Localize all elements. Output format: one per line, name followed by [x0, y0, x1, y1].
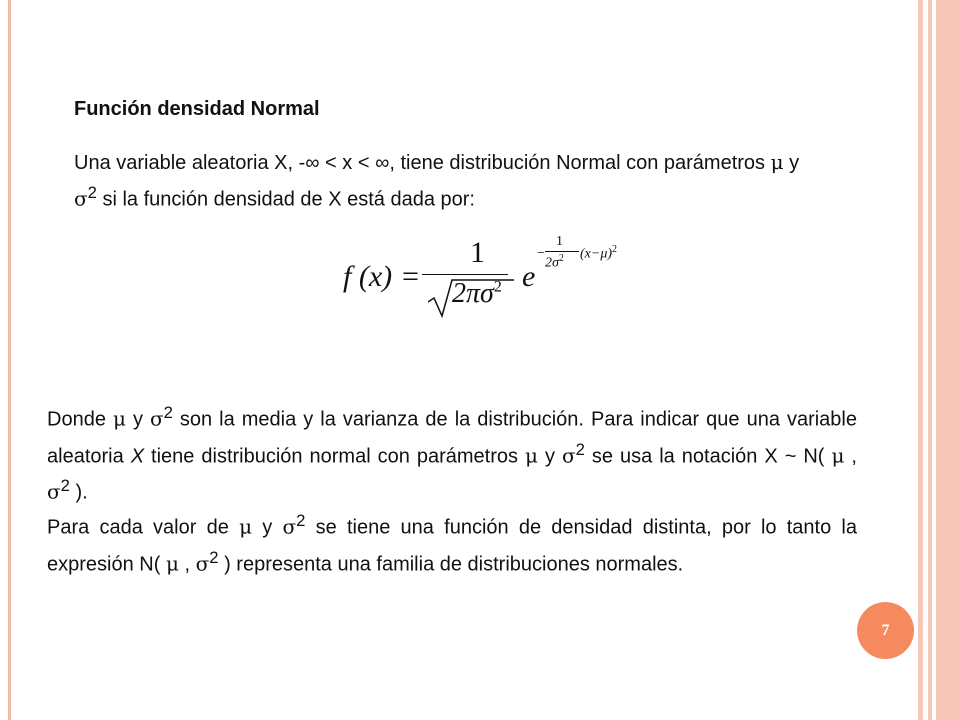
formula-numerator: 1: [470, 236, 485, 269]
fraction-bar: [422, 274, 508, 275]
formula-e: e: [522, 260, 536, 293]
slide-title: Función densidad Normal: [74, 98, 320, 120]
formula-equals: =: [402, 260, 419, 293]
normal-density-formula: f (x) = 1 $2\pi\sigma^2$ e − 1 $2\sigma^2$ $(x-\mu)^2$: [340, 230, 660, 325]
right-stripe-1: [918, 0, 923, 720]
right-stripe-2: [928, 0, 932, 720]
left-border: [8, 0, 11, 720]
formula-lhs: f (x): [343, 260, 393, 293]
formula-denominator: $2\pi\sigma^2$: [452, 278, 502, 309]
intro-paragraph: Una variable aleatoria X, -∞ < x < ∞, tiene distribución Normal con parámetros μ y $\sigma^2$ si la función densidad de X está dada por:: [74, 150, 800, 211]
family-paragraph: Para cada valor de μ y $\sigma^2$ se tiene una función de densidad distinta, por lo tanto la expresión N( μ , $\sigma^2$ ) representa una familia de distribuciones normales.: [47, 511, 857, 576]
definition-paragraph: Donde μ y $\sigma^2$ son la media y la varianza de la distribución. Para indicar que una variable aleatoria X tiene distribución normal con parámetros μ y $\sigma^2$ se usa la notación X ~ N( μ , $\sigma^2$ ).: [47, 403, 857, 504]
right-stripe-3: [936, 0, 960, 720]
page-number-badge: 7: [857, 602, 914, 659]
